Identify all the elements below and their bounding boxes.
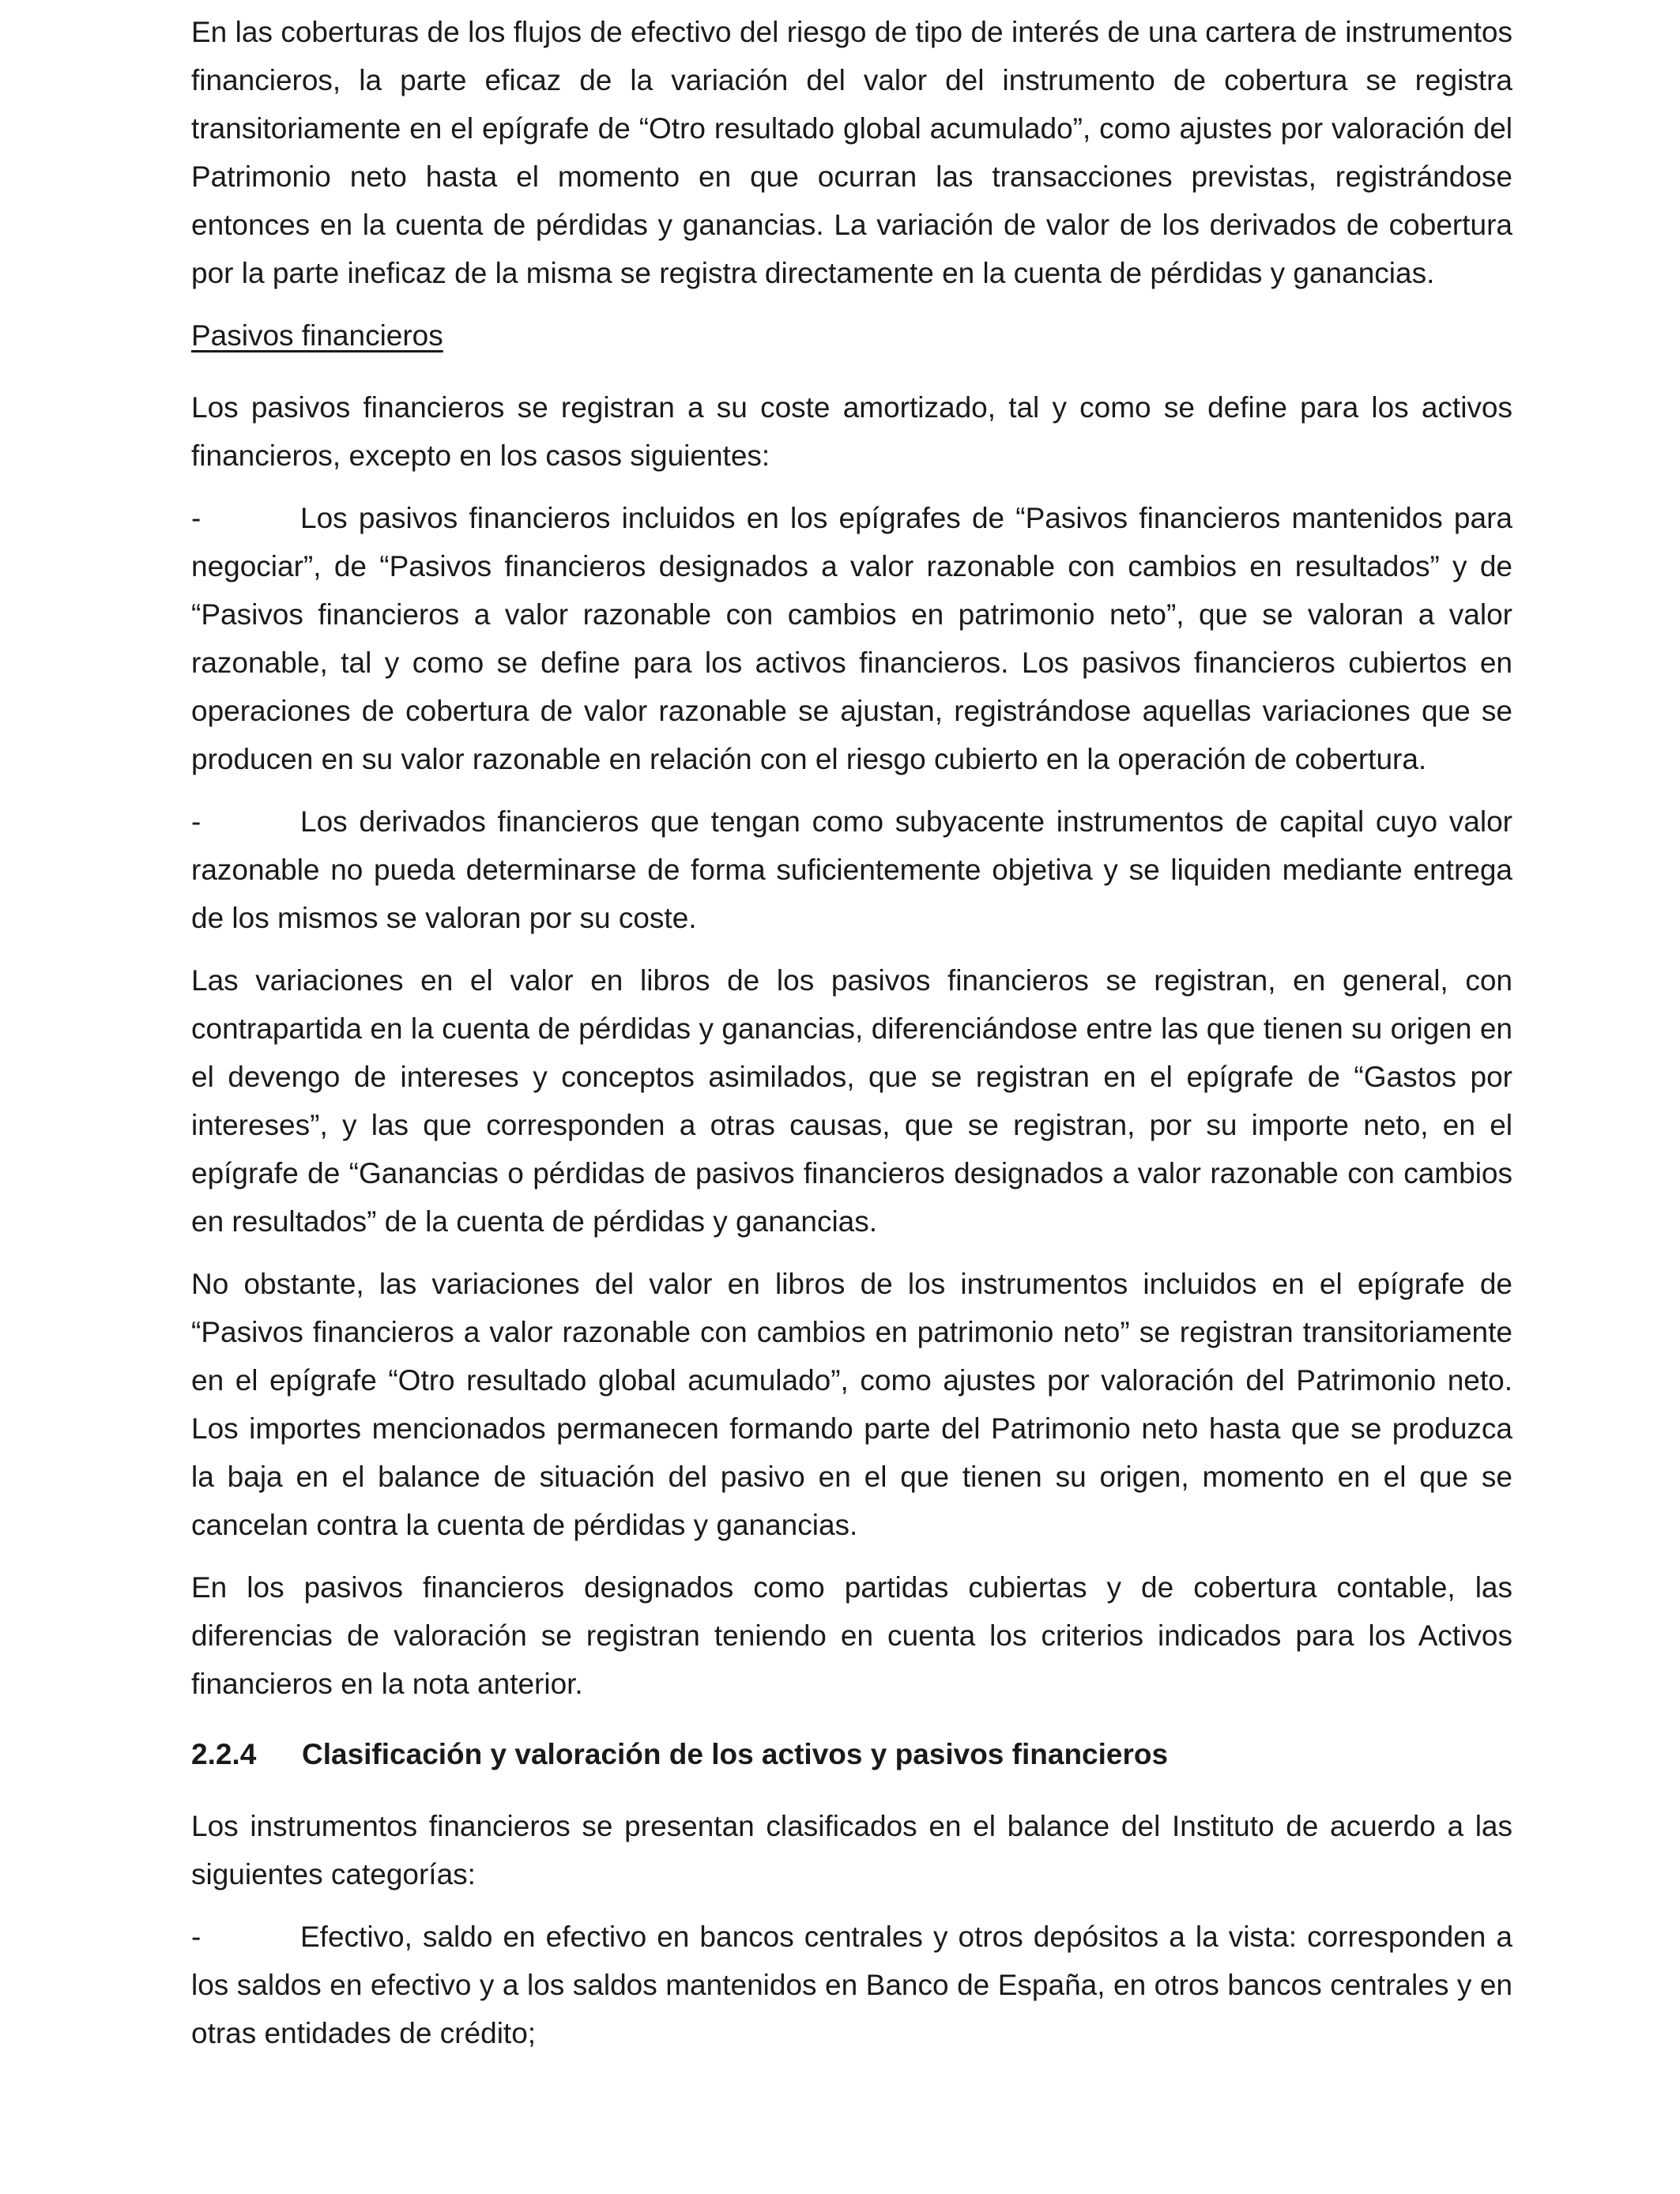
paragraph-classification-intro: Los instrumentos financieros se presentan clasificados en el balance del Instituto de acuerdo a las siguientes categorías: bbox=[191, 1810, 1512, 1891]
bullet-text: Los pasivos financieros incluidos en los epígrafes de “Pasivos financieros mantenidos para negociar”, de “Pasivos financieros designados a valor razonable con cambios en resultados” y de “Pasivos financieros a valor razonable con cambios en patrimonio neto”, que se valoran a valor razonable, tal y como se define para los activos financieros. Los pasivos financieros cubiertos en operaciones de cobertura de valor razonable se ajustan, registrándose aquellas variaciones que se producen en su valor razonable en relación con el riesgo cubierto en la operación de cobertura. bbox=[191, 502, 1512, 775]
bullet-dash: - bbox=[191, 805, 202, 838]
paragraph-no-obstante: No obstante, las variaciones del valor en libros de los instrumentos incluidos en el epígrafe de “Pasivos financieros a valor razonable con cambios en patrimonio neto” se registran transitoriamente en el epígrafe “Otro resultado global acumulado”, como ajustes por valoración del Patrimonio neto. Los importes mencionados permanecen formando parte del Patrimonio neto hasta que se produzca la baja en el balance de situación del pasivo en el que tienen su origen, momento en el que se cancelan contra la cuenta de pérdidas y ganancias. bbox=[191, 1268, 1512, 1541]
section-number: 2.2.4 bbox=[191, 1738, 257, 1770]
document-page bbox=[191, 0, 1512, 2057]
section-title: Clasificación y valoración de los activos y pasivos financieros bbox=[302, 1738, 1169, 1770]
paragraph-cash-flow-hedges: En las coberturas de los flujos de efectivo del riesgo de tipo de interés de una cartera de instrumentos financieros, la parte eficaz de la variación del valor del instrumento de cobertura se registra transitoriamente en el epígrafe de “Otro resultado global acumulado”, como ajustes por valoración del Patrimonio neto hasta el momento en que ocurran las transacciones previstas, registrándose entonces en la cuenta de pérdidas y ganancias. La variación de valor de los derivados de cobertura por la parte ineficaz de la misma se registra directamente en la cuenta de pérdidas y ganancias. bbox=[191, 16, 1512, 289]
bullet-derivatives-at-cost bbox=[191, 797, 1512, 942]
bullet-dash: - bbox=[191, 1921, 202, 1953]
bullet-dash: - bbox=[191, 502, 202, 534]
bullet-text: Los derivados financieros que tengan como subyacente instrumentos de capital cuyo valor razonable no pueda determinarse de forma suficientemente objetiva y se liquiden mediante entrega de los mismos se valoran por su coste. bbox=[191, 805, 1512, 934]
paragraph-hedged-liabilities: En los pasivos financieros designados como partidas cubiertas y de cobertura contable, las diferencias de valoración se registran teniendo en cuenta los criterios indicados para los Activos financieros en la nota anterior. bbox=[191, 1571, 1512, 1700]
section-heading-2-2-4 bbox=[191, 1730, 1512, 1778]
bullet-text: Efectivo, saldo en efectivo en bancos centrales y otros depósitos a la vista: corresponden a los saldos en efectivo y a los saldos mantenidos en Banco de España, en otros bancos centrales y en otras entidades de crédito; bbox=[191, 1921, 1512, 2049]
paragraph-book-value-changes: Las variaciones en el valor en libros de los pasivos financieros se registran, en general, con contrapartida en la cuenta de pérdidas y ganancias, diferenciándose entre las que tienen su origen en el devengo de intereses y conceptos asimilados, que se registran en el epígrafe de “Gastos por intereses”, y las que corresponden a otras causas, que se registran, por su importe neto, en el epígrafe de “Ganancias o pérdidas de pasivos financieros designados a valor razonable con cambios en resultados” de la cuenta de pérdidas y ganancias. bbox=[191, 964, 1512, 1238]
bullet-cash-balances bbox=[191, 1913, 1512, 2057]
bullet-fair-value-liabilities bbox=[191, 494, 1512, 783]
subheading-pasivos-financieros: Pasivos financieros bbox=[191, 319, 443, 352]
paragraph-amortized-cost: Los pasivos financieros se registran a su coste amortizado, tal y como se define para los activos financieros, excepto en los casos siguientes: bbox=[191, 391, 1512, 472]
